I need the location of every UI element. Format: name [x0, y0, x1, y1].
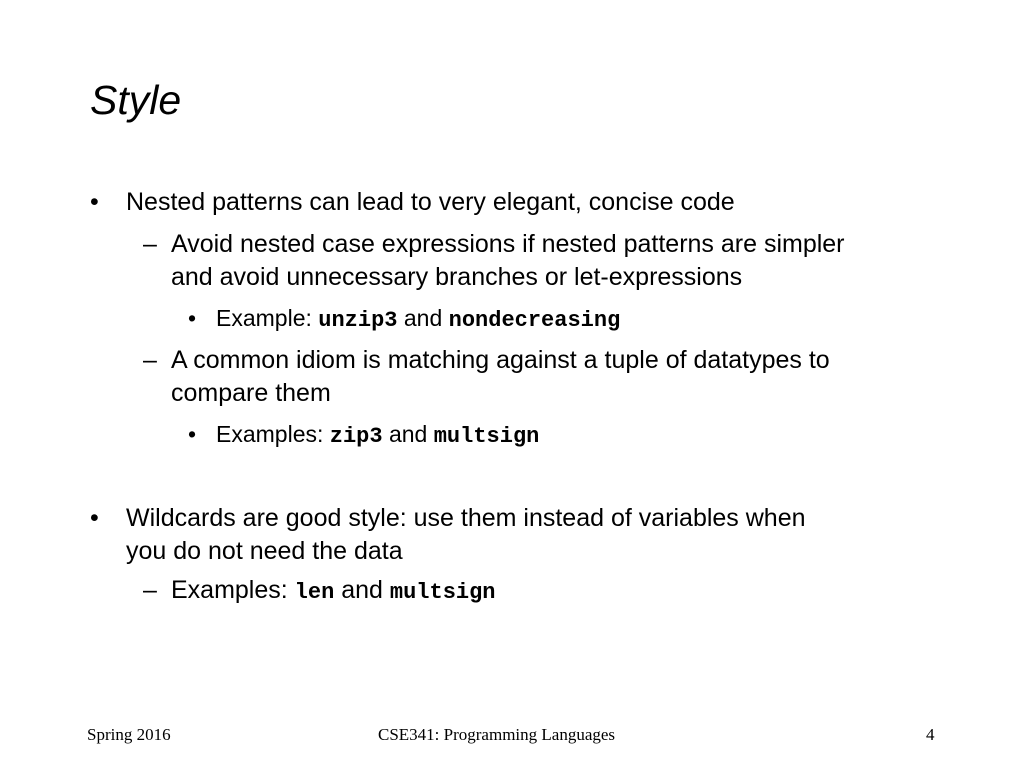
example-label: Example: [216, 305, 319, 331]
bullet-marker: • [90, 188, 99, 216]
conjunction: and [334, 576, 390, 604]
bullet-text-line-1: Wildcards are good style: use them instead of variables when [126, 504, 806, 532]
subbullet-text-line-2: compare them [171, 379, 331, 407]
code-nondecreasing: nondecreasing [448, 308, 621, 333]
bullet-marker: • [188, 421, 197, 447]
example-label: Examples: [171, 576, 295, 604]
bullet-text-line-2: you do not need the data [126, 537, 403, 565]
subbullet-text-line-1: Avoid nested case expressions if nested patterns are simpler [171, 230, 845, 258]
footer-term: Spring 2016 [87, 725, 171, 744]
subbullet-text [171, 574, 496, 609]
code-unzip3: unzip3 [318, 308, 398, 333]
footer-course-title: CSE341: Programming Languages [378, 725, 616, 744]
subsubbullet-text [216, 302, 620, 337]
conjunction: and [382, 421, 434, 447]
bullet-marker: • [90, 504, 99, 532]
subbullet-text-line-2: and avoid unnecessary branches or let-expressions [171, 263, 743, 291]
dash-marker: – [143, 576, 157, 604]
bullet-text: Nested patterns can lead to very elegant, concise code [126, 188, 735, 216]
code-len: len [294, 580, 335, 605]
subbullet-text-line-1: A common idiom is matching against a tuple of datatypes to [171, 346, 830, 374]
code-zip3: zip3 [329, 424, 383, 449]
bullet-marker: • [188, 305, 197, 331]
example-label: Examples: [216, 421, 330, 447]
subsubbullet-text [216, 418, 539, 453]
dash-marker: – [143, 230, 157, 258]
conjunction: and [397, 305, 449, 331]
slide-title: Style [90, 77, 182, 123]
dash-marker: – [143, 346, 157, 374]
code-multsign: multsign [433, 424, 540, 449]
code-multsign: multsign [389, 580, 496, 605]
footer-page-number: 4 [926, 725, 935, 744]
